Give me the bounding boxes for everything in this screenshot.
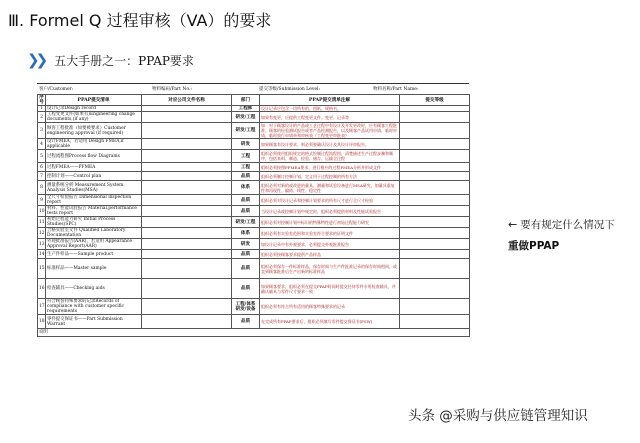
row-dept: 研发 (232, 139, 260, 150)
row-note: 如果顾客要求，组织必须在提交PPAP时同时提交任何零件专用检查辅具，并确认辅具与零件尺寸要求一致 (260, 279, 400, 299)
row-item: 过程流程图Process flow Diagrams (46, 150, 142, 163)
row-company-doc (142, 123, 232, 139)
row-level-grid (400, 315, 470, 329)
row-level-grid (400, 181, 470, 195)
row-level-grid (400, 163, 470, 172)
row-level-grid (400, 250, 470, 259)
col-header-dept: 部门 (232, 95, 260, 106)
row-number: 15 (38, 259, 46, 279)
row-item: 符合顾客特殊要求的记录Records of compliance with customer specific requirements (46, 299, 142, 315)
table-row (38, 239, 470, 250)
row-number: 3 (38, 123, 46, 139)
row-number: 11 (38, 217, 46, 228)
page-title: Ⅲ. Formel Q 过程审核（VA）的要求 (8, 11, 272, 30)
row-level-grid (400, 206, 470, 217)
table-row (38, 279, 470, 299)
table-row (38, 228, 470, 239)
row-note: 组织必须按照PFMEA要求，进行相应的过程FMEA分析并形成文件 (260, 163, 400, 172)
row-note: 组织必须使用组织规定的格式绘制过程流程图，清楚描述生产过程步骤和顺序，包括来料、制造、检验、储存、运输全过程 (260, 150, 400, 163)
footer-note-label: 说明 (38, 329, 470, 337)
row-dept: 品质 (232, 195, 260, 206)
row-number: 4 (38, 139, 46, 150)
table-row (38, 150, 470, 163)
row-level-grid (400, 150, 470, 163)
table-row (38, 206, 470, 217)
row-number: 2 (38, 112, 46, 123)
table-row (38, 299, 470, 315)
row-number: 13 (38, 239, 46, 250)
row-item: 设计FMEA，若适用 Design FMEA,if applicable (46, 139, 142, 150)
row-dept: 品质 (232, 250, 260, 259)
row-number: 6 (38, 163, 46, 172)
row-dept: 工程 (232, 150, 260, 163)
row-dept: 体系 (232, 228, 260, 239)
row-company-doc (142, 217, 232, 228)
row-item: 生产件样品——Sample product (46, 250, 142, 259)
row-number: 14 (39, 251, 45, 257)
part-no-field: 物料编码/Part No.: (152, 87, 192, 92)
row-note: 组织必须对新的或改进的量具、测量和试验设备进行MSA研究，如量具重复性和再现性、偏倚、线性、稳定性 (260, 181, 400, 195)
row-level-grid (400, 195, 470, 206)
row-level-grid (400, 217, 470, 228)
table-header-row (38, 95, 470, 106)
row-number: 7 (38, 172, 46, 181)
subtitle-row (27, 51, 194, 69)
row-company-doc (142, 250, 232, 259)
row-number: 16 (38, 279, 46, 299)
row-dept: 工程部 (232, 106, 260, 112)
row-dept: 研发/工程 (232, 217, 260, 228)
row-dept: 品质 (232, 259, 260, 279)
row-company-doc (142, 163, 232, 172)
row-item: 工程变更文件(如果有)Engineering change documents,(if any) (46, 112, 142, 123)
ppap-redo-annotation (508, 214, 615, 257)
double-chevron-icon: ❯❯ (27, 51, 45, 69)
row-dept: 研发 (232, 239, 260, 250)
row-note: 组织必须有实验室范围和实验室符合要求的证明文件 (260, 228, 400, 239)
annotation-line-1: 要有规定什么情况下 (520, 219, 615, 231)
row-item: 全尺寸检验报告 Dimensional inspection report (46, 195, 142, 206)
row-company-doc (142, 315, 232, 329)
row-level-grid (400, 259, 470, 279)
row-note: 如果有变更，应提供工程变更文件。变更、记录等 (260, 112, 400, 123)
row-level-grid (400, 279, 470, 299)
row-note: 当设计记录或控制计划中规定时，组织必须提供材料及性能试验报告 (260, 206, 400, 217)
row-company-doc (142, 206, 232, 217)
ppap-table (37, 94, 470, 337)
row-note: 组织必须制订控制计划，定义用于过程控制的所有方法 (260, 172, 400, 181)
row-dept: 品质 (232, 279, 260, 299)
table-row (38, 250, 470, 259)
row-level-grid (400, 139, 470, 150)
row-level-grid (400, 228, 470, 239)
row-company-doc (142, 139, 232, 150)
row-number: 18 (38, 315, 46, 329)
row-dept: 品质 (232, 172, 260, 181)
row-number: 5 (38, 150, 46, 163)
row-company-doc (142, 259, 232, 279)
table-row (38, 139, 470, 150)
row-number: 12 (38, 228, 46, 239)
row-item: 控制计划——Control plan (46, 172, 142, 181)
row-item: 检查辅具——Checking aids (46, 279, 142, 299)
row-company-doc (142, 150, 232, 163)
table-row (38, 172, 470, 181)
annotation-line-2: 重做PPAP (508, 240, 560, 252)
row-number: 17 (38, 299, 46, 315)
row-level-grid (400, 239, 470, 250)
table-row (38, 217, 470, 228)
row-dept: 工程 (232, 163, 260, 172)
row-note: 如：对于顾客设计的产品或工艺过程中有设计及开发更改时，应有顾客工程批准。顾客的检验测试报告或者产品检测报告，以及顾客产品试用申请，临时申请，临时放行申请单和审核表（工程变更审批表） (260, 123, 400, 139)
row-item: 材料、性能试验报告 Material,performance tests report (46, 206, 142, 217)
row-company-doc (142, 172, 232, 181)
row-company-doc (142, 112, 232, 123)
row-note: 组织必须对控制计划中标识的特殊特性进行初始过程能力研究 (260, 217, 400, 228)
row-item: 标准样品——Master sample (46, 259, 142, 279)
row-company-doc (142, 299, 232, 315)
col-header-note: PPAP提交清单注解 (260, 95, 400, 106)
row-note: 设计记录应包含一切所有的、图纸、规格书。 (260, 106, 400, 112)
submission-level-field: 提交等级/Submission Level: (259, 87, 320, 92)
part-name-field: 物料名称/Part Name: (373, 87, 419, 92)
row-level-grid (400, 172, 470, 181)
row-note: 组织必须有符合所有适用的顾客特殊要求的记录 (260, 299, 400, 315)
row-dept: 体系 (232, 181, 260, 195)
subtitle: 五大手册之一：PPAP要求 (54, 53, 194, 68)
col-header-level: 提交等级 (400, 95, 470, 106)
row-item: 零件提交保证书——Part Submission Warrant (46, 315, 142, 329)
row-item: 过程FMEA——PFMEA (46, 163, 142, 172)
table-row (38, 123, 470, 139)
col-header-company-doc: 对应公司文件名称 (142, 95, 232, 106)
row-note: 组织必须按顾客要求提供产品样品 (260, 250, 400, 259)
row-company-doc (142, 195, 232, 206)
customer-field: 客户/Customer: (39, 87, 74, 92)
table-row (38, 315, 470, 329)
row-number: 8 (38, 181, 46, 195)
row-note: 组织必须保存一件标准样品，保存时间与生产件批准记录的保存时间相同，或直到顾客批准后生产出新的标准样品 (260, 259, 400, 279)
row-company-doc (142, 228, 232, 239)
table-row (38, 259, 470, 279)
row-dept: 研发/工程 (232, 123, 260, 139)
ppap-document (37, 83, 469, 383)
row-level-grid (400, 112, 470, 123)
row-item: 初始过程能力研究 Initial Process Studies(SPC) (46, 217, 142, 228)
left-arrow-icon: ← (508, 218, 518, 231)
row-level-grid (400, 123, 470, 139)
row-dept: 研发/工程 (232, 112, 260, 123)
table-row (38, 112, 470, 123)
row-number: 10 (38, 206, 46, 217)
row-note: 如设计记录中有外观要求，必须提交外观批准报告 (260, 239, 400, 250)
row-item: 测量系统分析 Measurement System Analysis Studies(MSA) (46, 181, 142, 195)
row-number: 1 (38, 106, 46, 112)
row-company-doc (142, 181, 232, 195)
row-item: 顾客工程批准（如要被要求）Customer engineering approval (if required) (46, 123, 142, 139)
watermark: 头条 @采购与供应链管理知识 (408, 408, 588, 424)
row-note: 如果顾客有设计要求，则必须要确认设计及其设计评审报告。 (260, 139, 400, 150)
table-footer-row (38, 329, 470, 337)
row-dept: 品质 (232, 315, 260, 329)
row-item: 合格实验室文件 Qualified Laboratory Documentation (46, 228, 142, 239)
col-header-item: PPAP提交清单 (46, 95, 142, 106)
table-row (38, 181, 470, 195)
row-item: 设计记录Design record (46, 106, 142, 112)
row-dept: 工程/体系 研发/设备 (232, 299, 260, 315)
row-dept: 品质 (232, 206, 260, 217)
row-note: 组织必须对设计记录和控制计划要求的所有尺寸进行全尺寸检验 (260, 195, 400, 206)
row-note: 在完成所有PPAP要求后，组织必须填写零件提交保证书(PSW) (260, 315, 400, 329)
row-company-doc (142, 239, 232, 250)
row-company-doc (142, 279, 232, 299)
row-level-grid (400, 299, 470, 315)
row-number: 9 (38, 195, 46, 206)
table-row (38, 163, 470, 172)
table-row (38, 195, 470, 206)
col-header-no: 序号 (39, 95, 44, 105)
row-item: 外观批准报告(AAR)，若适用 Appearance Approval Report(AAR) (46, 239, 142, 250)
